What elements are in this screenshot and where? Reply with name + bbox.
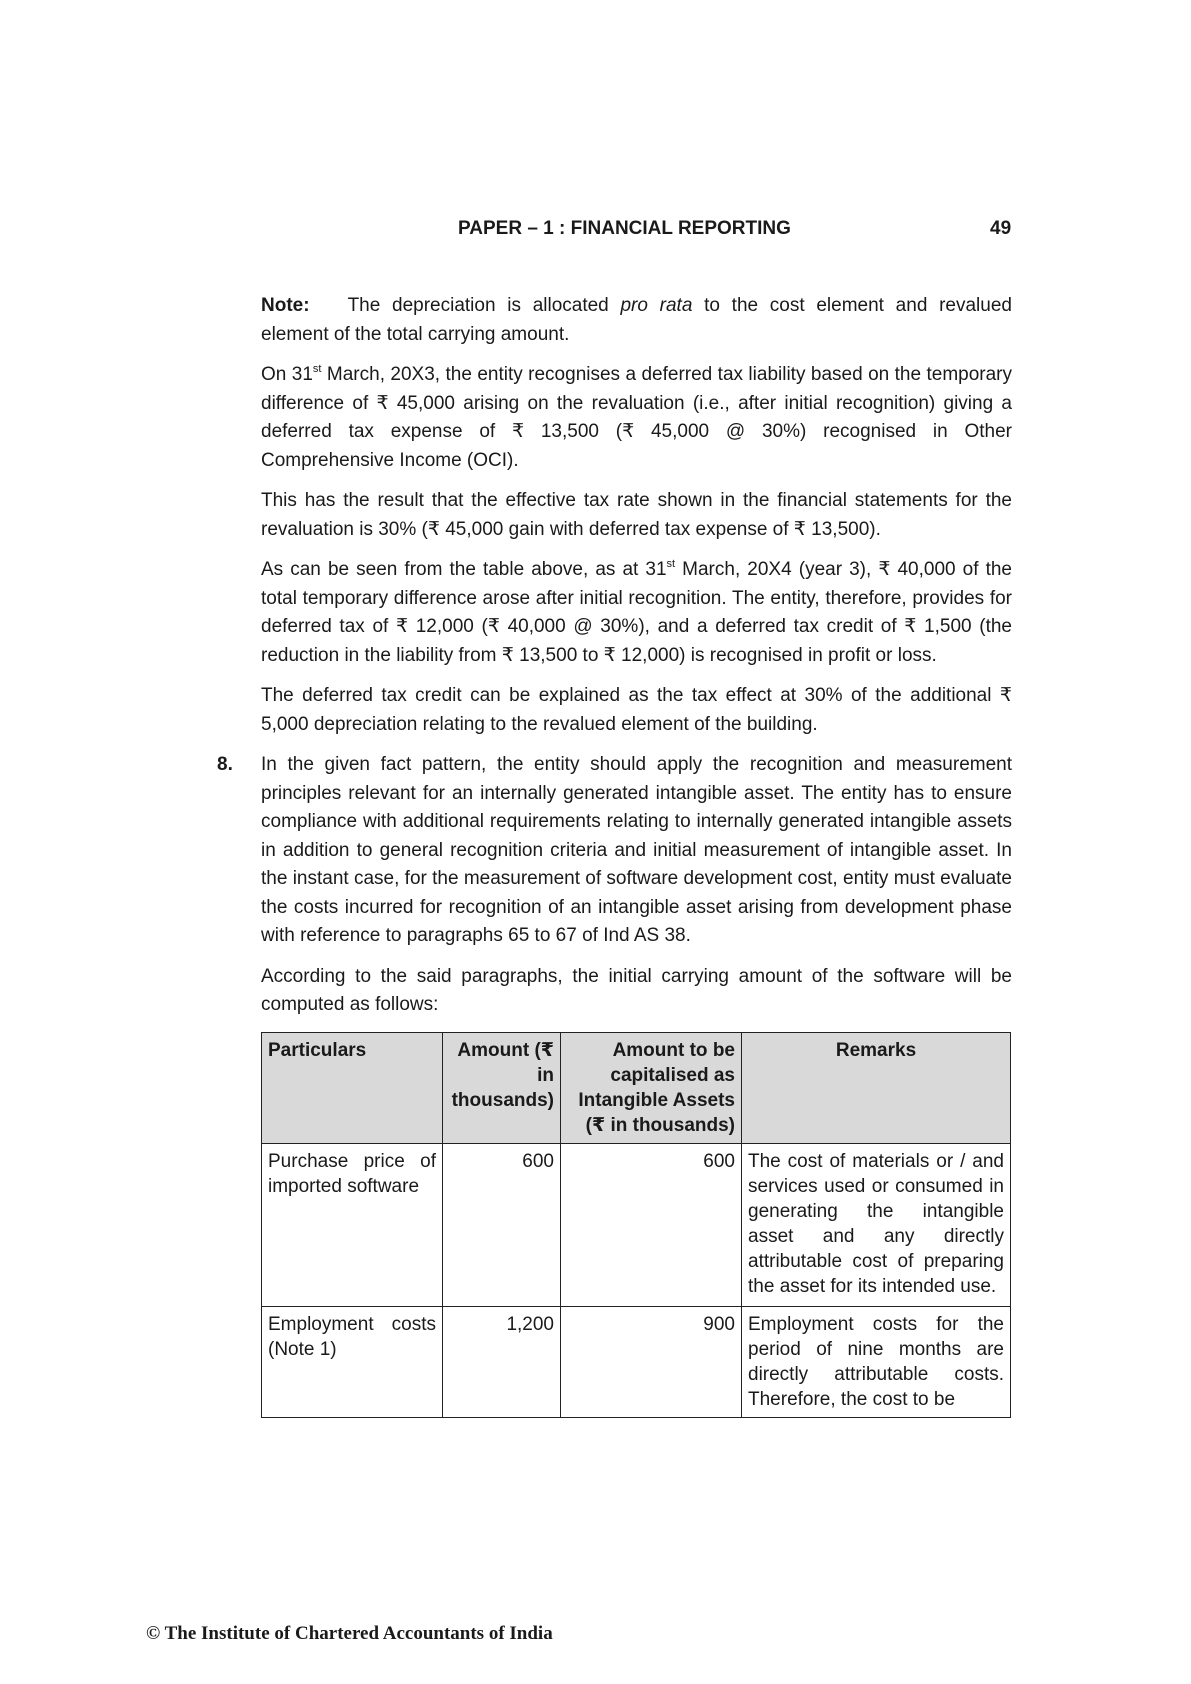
column-header-remarks: Remarks	[742, 1032, 1011, 1143]
page-body	[217, 292, 1013, 1418]
column-header-particulars: Particulars	[262, 1032, 443, 1143]
date-text: On 31	[261, 364, 313, 385]
ordinal-suffix: st	[312, 362, 322, 375]
column-header-amount: Amount (₹ in thousands)	[443, 1032, 561, 1143]
software-cost-table	[261, 1032, 1011, 1418]
cell-capitalised: 900	[561, 1306, 742, 1417]
cell-particulars: Purchase price of imported software	[262, 1143, 443, 1306]
note-paragraph	[261, 292, 1012, 349]
column-header-capitalised: Amount to be capitalised as Intangible Assets (₹ in thousands)	[561, 1032, 742, 1143]
cell-particulars: Employment costs (Note 1)	[262, 1306, 443, 1417]
note-text-before: The depreciation is allocated	[347, 295, 609, 316]
page-header	[0, 218, 1191, 246]
table-row	[262, 1306, 1011, 1417]
ordinal-suffix: st	[666, 557, 676, 570]
paragraph-according: According to the said paragraphs, the initial carrying amount of the software will be computed as follows:	[261, 965, 1012, 1015]
cell-remarks: The cost of materials or / and services used or consumed in generating the intangible asset and any directly attributable cost of preparing the asset for its intended use.	[742, 1143, 1011, 1306]
paragraph-effective-rate: This has the result that the effective tax rate shown in the financial statements for the revaluation is 30% (₹ 45,000 gain with deferred tax expense of ₹ 13,500).	[261, 490, 1012, 540]
page-number: 49	[990, 218, 1012, 239]
item-text: In the given fact pattern, the entity should apply the recognition and measurement principles relevant for an internally generated intangible asset. The entity has to ensure compliance with additional requirements relating to internally generated intangible assets in addition to general recognition criteria and initial measurement of intangible asset. In the instant case, for the measurement of software development cost, entity must evaluate the costs incurred for recognition of an intangible asset arising from development phase with reference to paragraphs 65 to 67 of Ind AS 38.	[261, 754, 1012, 946]
note-text-after: to the cost element and revalued element of the total carrying amount.	[261, 295, 1012, 345]
cell-remarks: Employment costs for the period of nine months are directly attributable costs. Therefore, the cost to be	[742, 1306, 1011, 1417]
paragraph-text: March, 20X3, the entity recognises a deferred tax liability based on the temporary difference of ₹ 45,000 arising on the revaluation (i.e., after initial recognition) giving a deferred tax expense of ₹ 13,500 (₹ 45,000 @ 30%) recognised in Other Comprehensive Income (OCI).	[261, 364, 1013, 471]
header-title: PAPER – 1 : FINANCIAL REPORTING	[458, 218, 791, 239]
paragraph-deferred-liability	[261, 361, 1012, 475]
page-footer: © The Institute of Chartered Accountants of India	[146, 1623, 553, 1644]
cell-amount: 1,200	[443, 1306, 561, 1417]
table-header-row	[262, 1032, 1011, 1143]
note-label: Note:	[261, 295, 310, 316]
paragraph-table-above	[261, 556, 1012, 670]
table-row	[262, 1143, 1011, 1306]
item-number: 8.	[217, 754, 233, 775]
item-8	[217, 751, 1012, 951]
cell-amount: 600	[443, 1143, 561, 1306]
paragraph-text: As can be seen from the table above, as at 31	[261, 559, 667, 580]
paragraph-text-continued: March, 20X4 (year 3), ₹ 40,000 of the total temporary difference arose after initial recognition. The entity, therefore, provides for deferred tax of ₹ 12,000 (₹ 40,000 @ 30%), and a deferred tax credit of ₹ 1,500 (the reduction in the liability from ₹ 13,500 to ₹ 12,000) is recognised in profit or loss.	[261, 559, 1012, 666]
note-italic: pro rata	[620, 295, 693, 316]
paragraph-deferred-credit: The deferred tax credit can be explained as the tax effect at 30% of the additional ₹ 5,000 depreciation relating to the revalued element of the building.	[261, 685, 1012, 735]
cell-capitalised: 600	[561, 1143, 742, 1306]
